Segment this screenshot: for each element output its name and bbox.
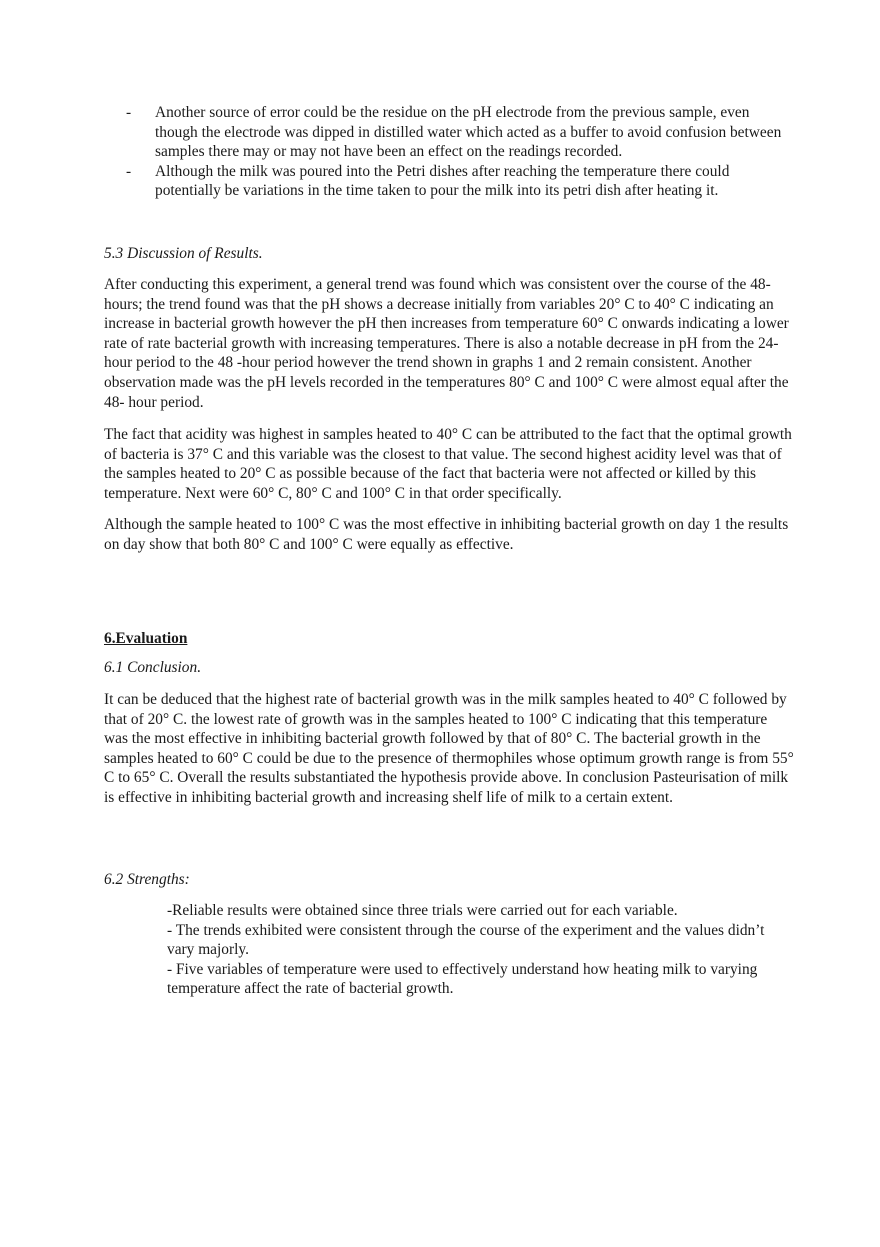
strength-item: - Five variables of temperature were used to effectively understand how heating milk to varying temperature affect the rate of bacterial growth. [167,960,758,998]
discussion-paragraph: Although the sample heated to 100° C was the most effective in inhibiting bacterial growth on day 1 the results on day show that both 80° C and 100° C were equally as effective. [104,516,789,553]
strength-item: -Reliable results were obtained since three trials were carried out for each variable. [167,902,678,919]
conclusion-paragraph: It can be deduced that the highest rate of bacterial growth was in the milk samples heated to 40° C followed by that of 20° C. the lowest rate of growth was in the samples heated to 100° C indicating that this temperature was the most effective in inhibiting bacterial growth followed by that of 80° C. The bacterial growth in the samples heated to 60° C could be due to the presence of thermophiles whose optimum growth range is from 55° C to 65° C. Overall the results substantiated the hypothesis provide above. In conclusion Pasteurisation of milk is effective in inhibiting bacterial growth and increasing shelf life of milk to a certain extent. [104,691,794,806]
error-item: - Another source of error could be the residue on the pH electrode from the previous sample, even though the electrode was dipped in distilled water which acted as a buffer to avoid confusion between samples there may or may not have been an effect on the readings recorded. [126,103,786,162]
strengths-list [167,901,767,999]
evaluation-heading: 6.Evaluation [104,630,188,647]
error-sources-list [126,103,786,201]
discussion-heading: 5.3 Discussion of Results. [104,245,263,262]
strengths-heading: 6.2 Strengths: [104,871,190,888]
strength-item: - The trends exhibited were consistent through the course of the experiment and the values didn’t vary majorly. [167,921,765,959]
discussion-paragraph: The fact that acidity was highest in samples heated to 40° C can be attributed to the fact that the optimal growth of bacteria is 37° C and this variable was the closest to that value. The second highest acidity level was that of the samples heated to 20° C as possible because of the fact that bacteria were not affected or killed by this temperature. Next were 60° C, 80° C and 100° C in that order specifically. [104,426,792,502]
discussion-paragraph: After conducting this experiment, a general trend was found which was consistent over the course of the 48-hours; the trend found was that the pH shows a decrease initially from variables 20° C to 40° C indicating an increase in bacterial growth however the pH then increases from temperature 60° C onwards indicating a lower rate of rate bacterial growth with increasing temperatures. There is also a notable decrease in pH from the 24- hour period to the 48 -hour period however the trend shown in graphs 1 and 2 remain consistent. Another observation made was the pH levels recorded in the temperatures 80° C and 100° C were almost equal after the 48- hour period. [104,276,789,411]
error-item: - Although the milk was poured into the Petri dishes after reaching the temperature there could potentially be variations in the time taken to pour the milk into its petri dish after heating it. [126,162,786,201]
conclusion-heading: 6.1 Conclusion. [104,659,202,676]
